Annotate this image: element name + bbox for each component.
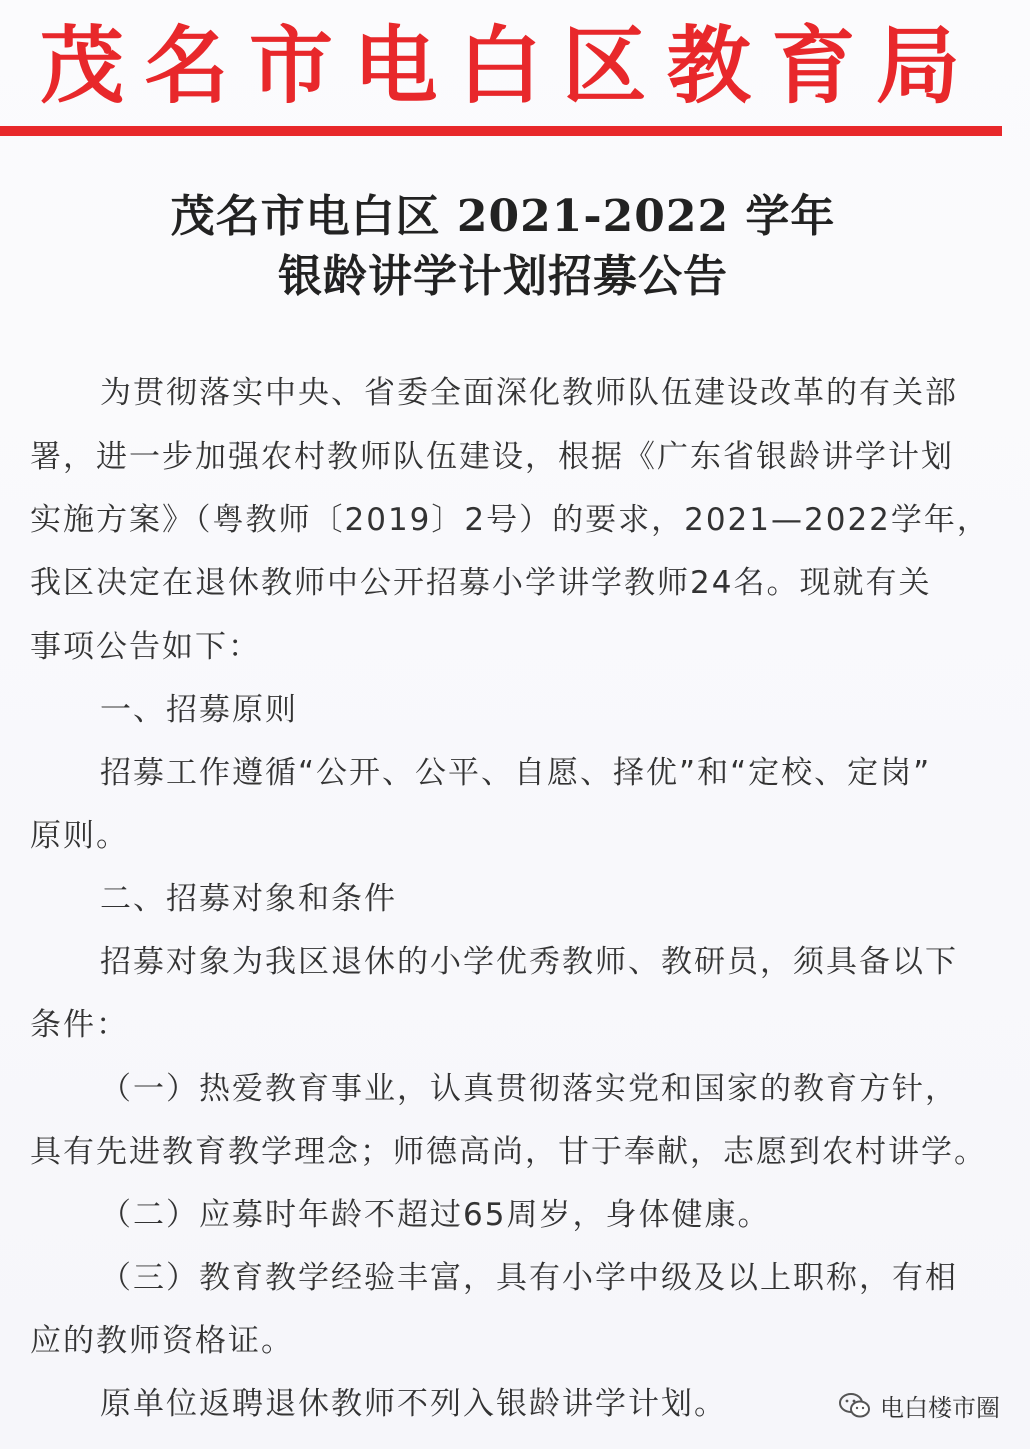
section-heading: 二、招募对象和条件 [100,881,397,917]
masthead-char: 电 [353,16,438,115]
body-line: 原单位返聘退休教师不列入银龄讲学计划。 [100,1386,727,1422]
watermark-text: 电白楼市圈 [880,1394,1000,1422]
masthead-char: 茂 [40,16,125,115]
body-line: 为贯彻落实中央、省委全面深化教师队伍建设改革的有关部 [100,375,958,411]
body-line: 实施方案》（粤教师〔2019〕2号）的要求，2021—2022学年， [30,502,990,538]
header-divider [0,126,1002,136]
body-line: （二）应募时年龄不超过65周岁，身体健康。 [100,1197,771,1233]
body-line: （三）教育教学经验丰富，具有小学中级及以上职称，有相 [100,1260,958,1296]
body-line: 原则。 [30,818,129,854]
document-title-line2: 银龄讲学计划招募公告 [278,251,728,302]
section-heading: 一、招募原则 [100,692,298,728]
body-line: （一）热爱教育事业，认真贯彻落实党和国家的教育方针， [100,1071,958,1107]
masthead-char: 白 [457,16,542,115]
body-line: 条件： [30,1007,129,1043]
masthead-char: 名 [144,16,229,115]
masthead [40,18,960,114]
body-line: 招募工作遵循“公开、公平、自愿、择优”和“定校、定岗” [100,755,932,791]
body-line: 署，进一步加强农村教师队伍建设，根据《广东省银龄讲学计划 [30,439,954,475]
masthead-char: 教 [666,16,751,115]
body-line: 事项公告如下： [30,629,261,665]
body-line: 招募对象为我区退休的小学优秀教师、教研员，须具备以下 [100,944,958,980]
masthead-char: 育 [771,16,856,115]
body-line: 应的教师资格证。 [30,1323,294,1359]
wechat-icon [838,1392,872,1420]
masthead-char: 局 [875,16,960,115]
document-title-line1: 茂名市电白区 2021-2022 学年 [170,191,836,242]
masthead-char: 市 [248,16,333,115]
body-line: 具有先进教育教学理念；师德高尚，甘于奉献，志愿到农村讲学。 [30,1134,987,1170]
body-line: 我区决定在退休教师中公开招募小学讲学教师24名。现就有关 [30,565,932,601]
watermark [838,1388,1000,1423]
masthead-char: 区 [562,16,647,115]
